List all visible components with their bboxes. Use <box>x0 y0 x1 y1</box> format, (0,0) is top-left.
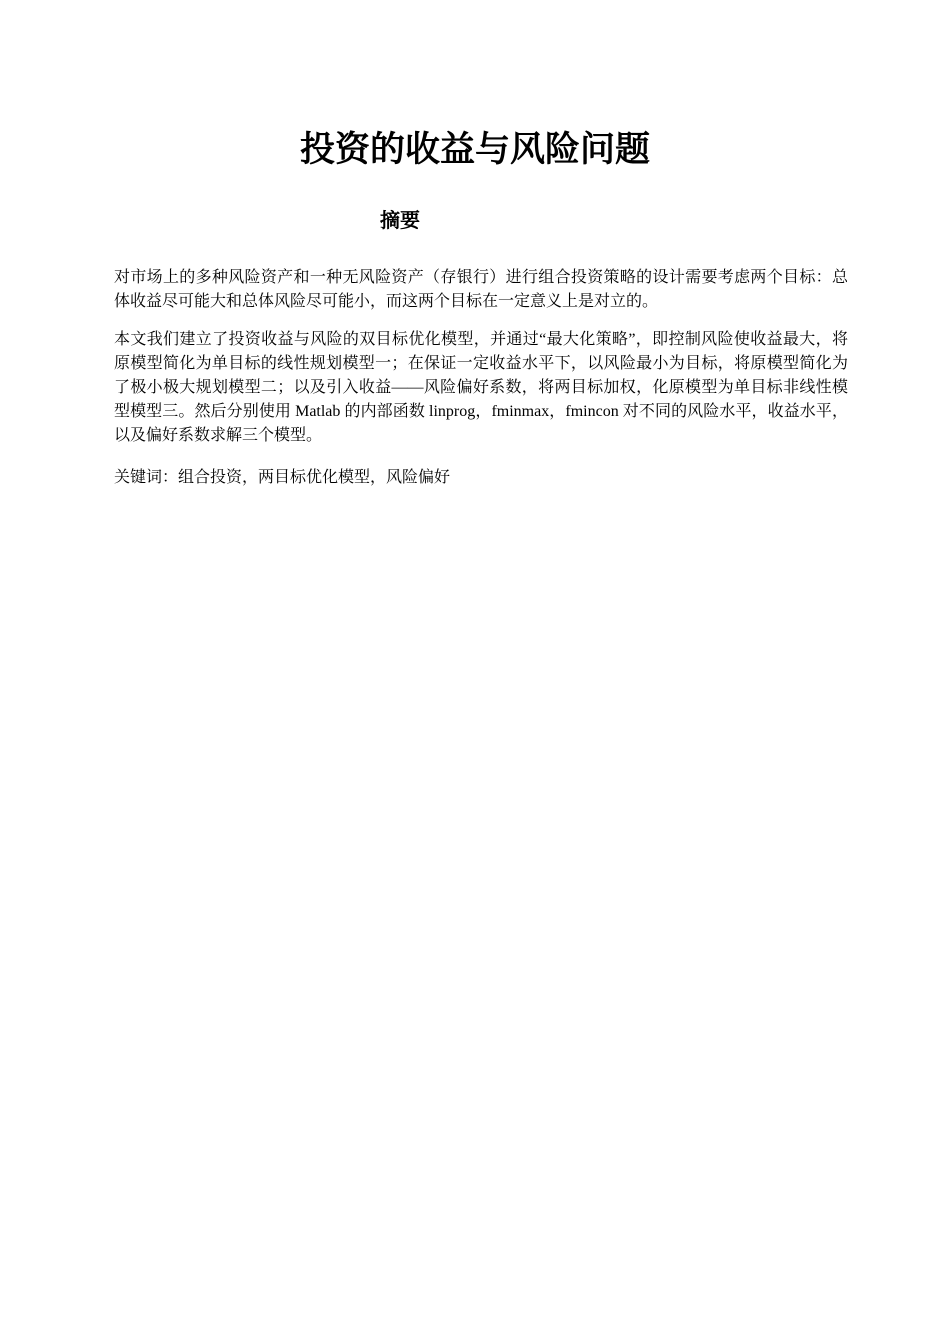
abstract-heading: 摘要 <box>380 208 420 232</box>
keywords: 关键词：组合投资，两目标优化模型，风险偏好 <box>114 469 451 486</box>
paper-title: 投资的收益与风险问题 <box>299 130 650 170</box>
abstract-paragraph-1: 对市场上的多种风险资产和一种无风险资产（存银行）进行组合投资策略的设计需要考虑两个目标：总体收益尽可能大和总体风险尽可能小，而这两个目标在一定意义上是对立的。 <box>114 269 848 310</box>
abstract-paragraph-2: 本文我们建立了投资收益与风险的双目标优化模型，并通过“最大化策略”，即控制风险使收益最大，将原模型简化为单目标的线性规划模型一；在保证一定收益水平下，以风险最小为目标，将原模型简化为了极小极大规划模型二；以及引入收益——风险偏好系数，将两目标加权，化原模型为单目标非线性模型模型三。然后分别使用 Matlab 的内部函数 linprog，fminmax，fmincon 对不同的风险水平，收益水平，以及偏好系数求解三个模型。 <box>114 331 848 444</box>
